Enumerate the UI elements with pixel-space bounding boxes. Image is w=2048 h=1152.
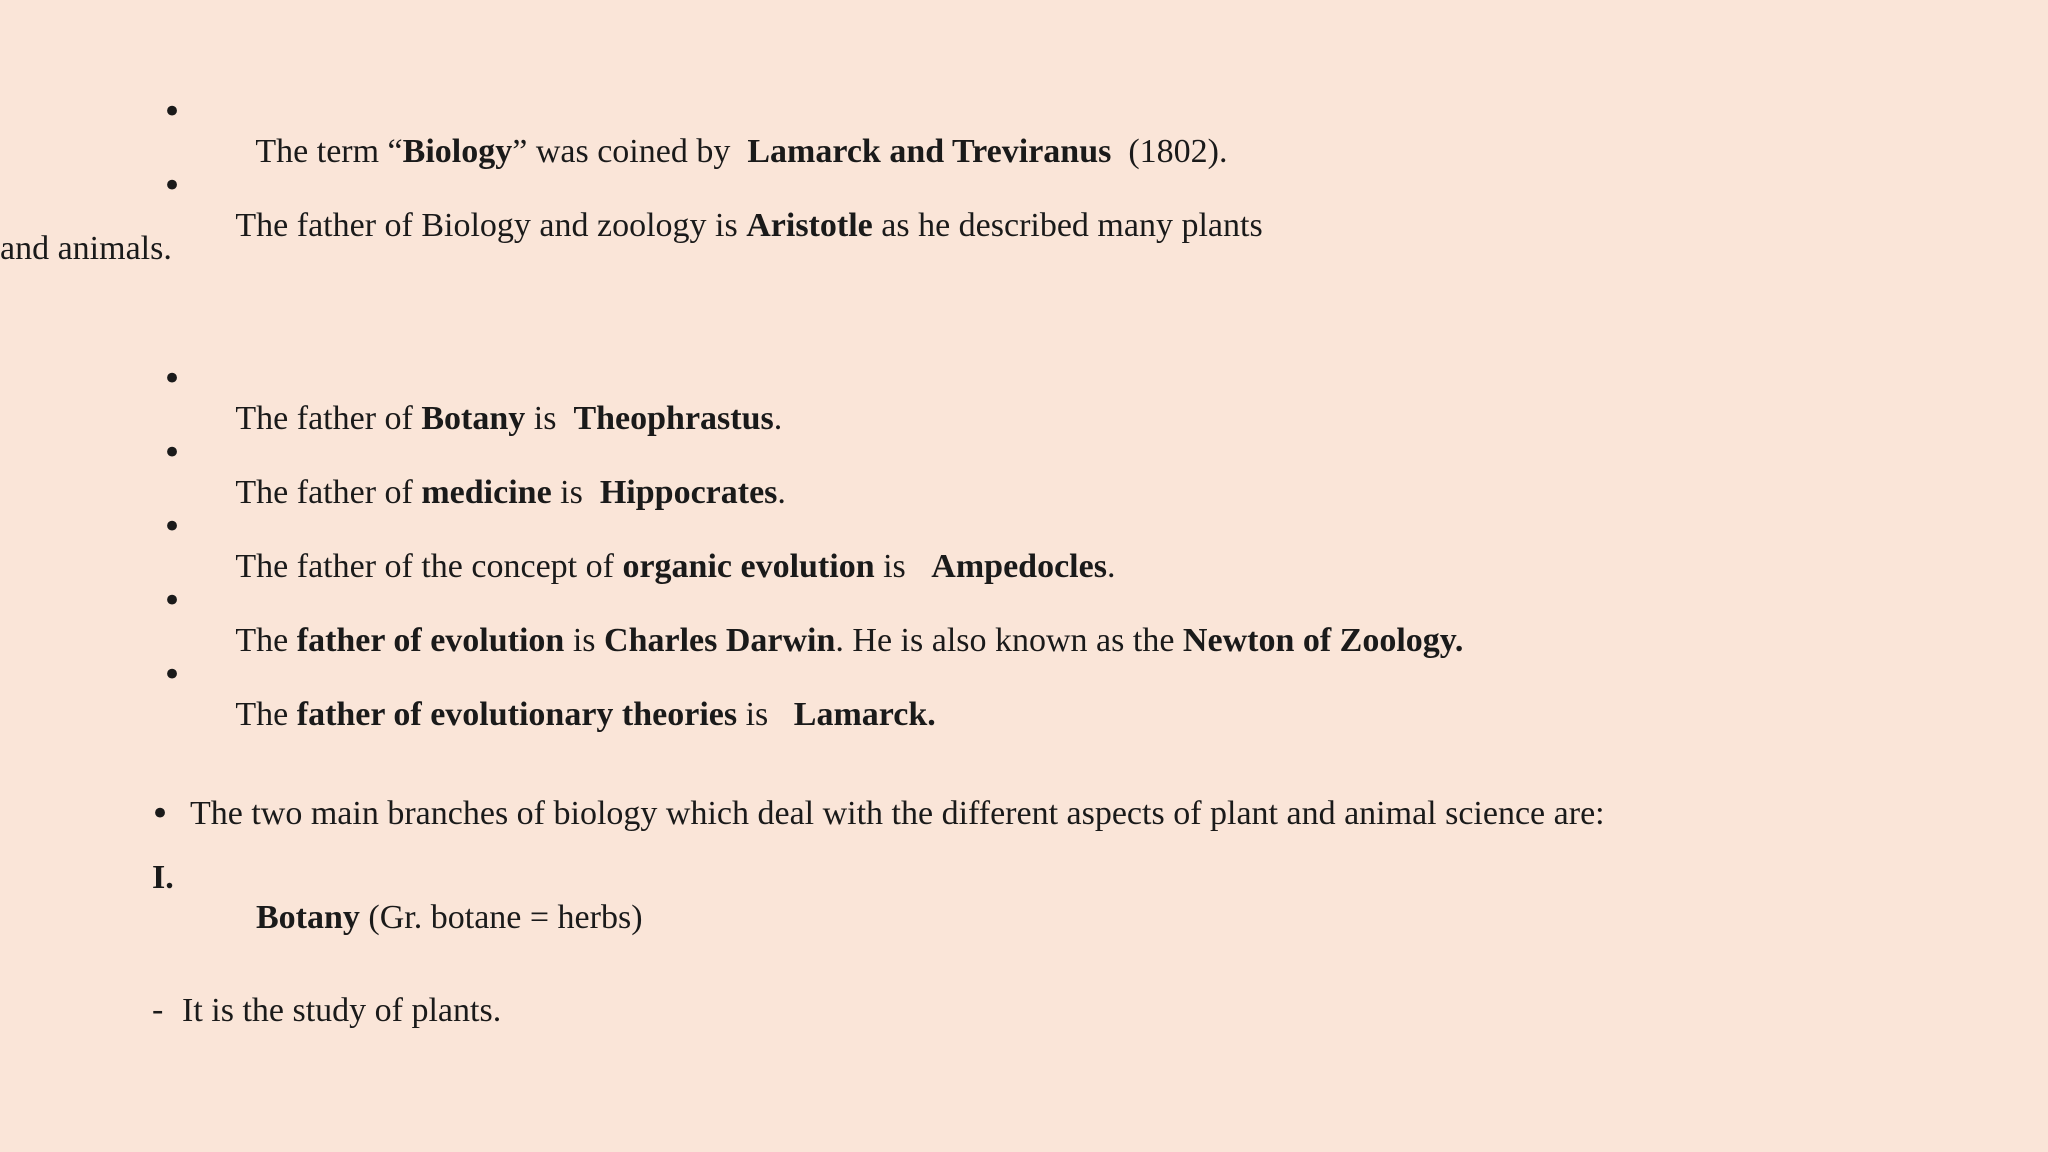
text-run: is (525, 400, 574, 437)
bullet-icon: • (162, 655, 183, 695)
text-run: . (1106, 548, 1116, 585)
text-run: . (777, 474, 786, 511)
branch-item-botany (222, 858, 643, 978)
text-run: ” was coined by (512, 133, 748, 170)
text-run-bold: medicine (421, 474, 552, 511)
text-run: The term “ (255, 133, 403, 170)
text-run-bold: Lamarck and Treviranus (747, 133, 1112, 170)
text-run-bold: Ampedocles (931, 548, 1107, 585)
bullet-icon: • (162, 433, 183, 473)
bullet-icon: • (162, 507, 183, 547)
fact-line-lamarck (202, 655, 936, 775)
text-run: (Gr. botane = herbs) (359, 899, 643, 936)
bullet-icon: • (162, 166, 183, 206)
text-run: The father of Biology and zoology is (235, 207, 747, 244)
text-run-bold: Biology (402, 133, 513, 170)
text-run: as he described many plants (872, 207, 1263, 244)
text-run: The father of (235, 474, 422, 511)
text-run-bold: Hippocrates (599, 474, 778, 511)
text-run: The father of the concept of (235, 548, 623, 585)
bullet-icon: • (162, 581, 183, 621)
text-run-bold: father of evolution (296, 622, 565, 659)
branches-intro: The two main branches of biology which deal with the different aspects of plant and animal science are: (190, 795, 1605, 832)
text-run: The (235, 696, 297, 733)
text-run-bold: Botany (421, 400, 526, 437)
text-run-bold: father of evolutionary theories (296, 696, 738, 733)
text-run: is (874, 548, 932, 585)
bullet-icon: • (162, 92, 183, 132)
text-run: The (235, 622, 297, 659)
text-run: The father of (235, 400, 422, 437)
text-run: is (551, 474, 600, 511)
fact-line-aristotle (202, 166, 1263, 286)
text-run-bold: Theophrastus (573, 400, 774, 437)
text-run-bold: Charles Darwin (604, 622, 836, 659)
text-run-bold: Lamarck. (793, 696, 936, 733)
bullet-icon: • (162, 359, 183, 399)
dash-marker: - (152, 991, 164, 1028)
bullet-icon: • (150, 794, 171, 834)
text-run-bold: Botany (256, 899, 360, 936)
botany-definition: It is the study of plants. (182, 992, 502, 1029)
text-run: (1802). (1111, 133, 1228, 170)
text-run: . (773, 400, 783, 437)
text-run: is (564, 622, 605, 659)
text-run-bold: organic evolution (622, 548, 875, 585)
text-run: is (737, 696, 794, 733)
text-run-bold: Newton of Zoology. (1182, 622, 1464, 659)
text-run-bold: Aristotle (746, 207, 873, 244)
text-run: . He is also known as the (835, 622, 1183, 659)
list-numeral: I. (152, 859, 174, 896)
fact-line-aristotle-continuation: and animals. (0, 230, 172, 267)
